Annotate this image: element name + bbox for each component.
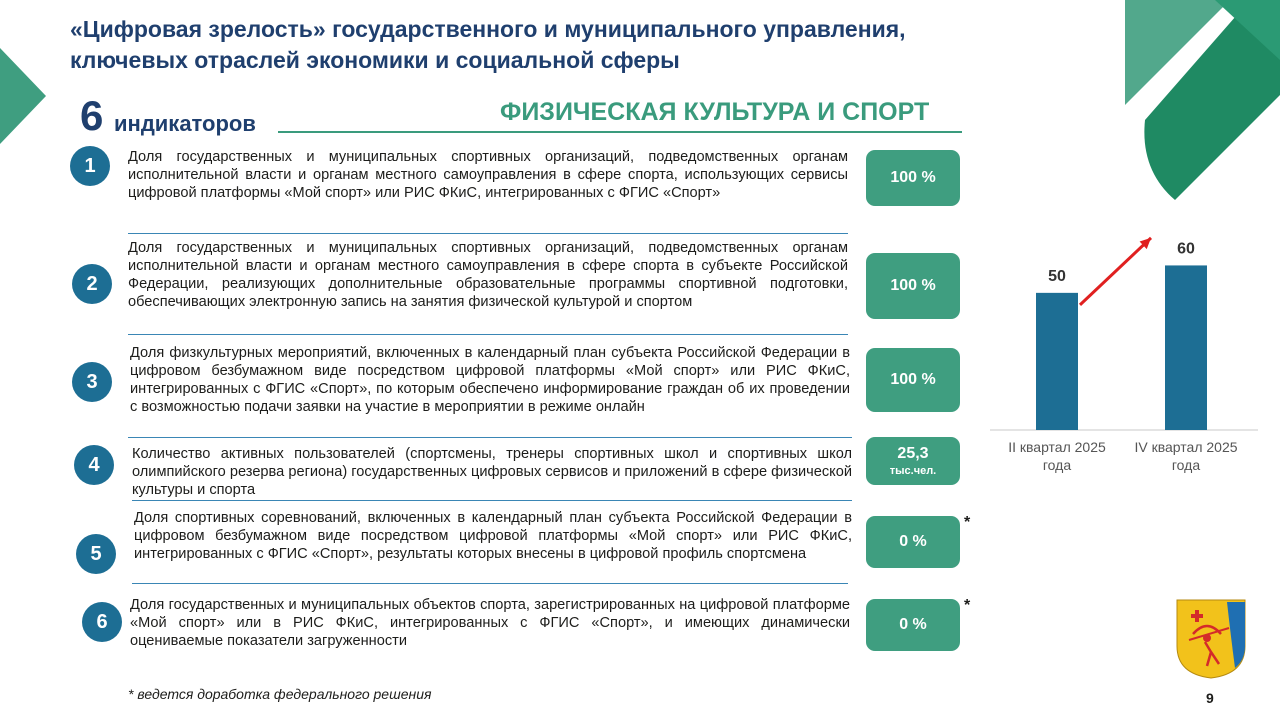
row-value-5 [866, 516, 960, 568]
bar-1 [1036, 293, 1078, 430]
row-divider [128, 334, 848, 335]
row-divider [132, 500, 852, 501]
row-value-6-text: 0 % [899, 616, 927, 633]
row-value-3-text: 100 % [890, 371, 936, 388]
indicator-label: индикаторов [114, 111, 256, 136]
row-value-4 [866, 437, 960, 485]
section-underline [278, 131, 962, 133]
footnote: * ведется доработка федерального решения [128, 686, 432, 702]
category-label-1-line-2: года [1042, 457, 1072, 473]
row-value-4-text: 25,3 [897, 445, 929, 462]
category-label-2-line-1: IV квартал 2025 [1134, 439, 1238, 455]
row-divider [132, 583, 848, 584]
row-divider [128, 437, 852, 438]
bar-2 [1165, 265, 1207, 430]
progress-bar-chart [990, 200, 1260, 490]
section-title: ФИЗИЧЕСКАЯ КУЛЬТУРА И СПОРТ [500, 98, 930, 126]
row-value-2 [866, 253, 960, 319]
row-value-1-text: 100 % [890, 169, 936, 186]
row-number-4: 4 [74, 445, 114, 485]
row-number-3: 3 [72, 362, 112, 402]
category-label-1-line-1: II квартал 2025 [1008, 439, 1106, 455]
row-number-1: 1 [70, 146, 110, 186]
row-value-6 [866, 599, 960, 651]
row-value-2-text: 100 % [890, 277, 936, 294]
row-number-6: 6 [82, 602, 122, 642]
growth-arrow [1080, 238, 1151, 305]
footnote-star-5: * [964, 514, 971, 531]
title-line-2: ключевых отраслей экономики и социальной сферы [70, 47, 680, 73]
data-label-2: 60 [1177, 240, 1195, 258]
row-number-2: 2 [72, 264, 112, 304]
coat-of-arms-icon [1175, 598, 1247, 680]
data-label-1: 50 [1048, 267, 1066, 285]
row-text-2: Доля государственных и муниципальных спортивных организаций, подведомственных органам исполнительной власти и органам местного самоуправления в сфере спорта в субъекте Российской Федерации, реализующих дополнительные образовательные программы спортивной подготовки, обеспечивающих электронную запись на занятия физической культурой и спортом [128, 240, 848, 310]
row-text-6: Доля государственных и муниципальных объектов спорта, зарегистрированных на цифровой платформе «Мой спорт» или в РИС ФКиС, интегрированных с ФГИС «Спорт», и имеющих динамически оцениваемые показатели загруженности [130, 597, 850, 649]
row-text-3: Доля физкультурных мероприятий, включенных в календарный план субъекта Российской Федерации в цифровом безбумажном виде посредством цифровой платформы «Мой спорт» или РИС ФКиС, интегрированных с ФГИС «Спорт», по которым обеспечено информирование граждан об их проведении с возможностью подачи заявки на участие в мероприятии в режиме онлайн [130, 345, 850, 415]
page-title [70, 14, 1070, 76]
title-line-1: «Цифровая зрелость» государственного и муниципального управления, [70, 16, 906, 42]
row-value-4-unit: тыс.чел. [889, 465, 937, 477]
corner-decoration [1215, 0, 1280, 60]
row-text-5: Доля спортивных соревнований, включенных в календарный план субъекта Российской Федерации в цифровом безбумажном виде посредством цифровой платформы «Мой спорт» или РИС ФКиС, интегрированных с ФГИС «Спорт», результаты которых внесены в цифровой профиль спортсмена [134, 510, 852, 562]
page-number: 9 [1206, 690, 1214, 706]
row-text-1: Доля государственных и муниципальных спортивных организаций, подведомственных органам исполнительной власти и органам местного самоуправления в сфере спорта, использующих сервисы цифровой платформы «Мой спорт» или РИС ФКиС, интегрированных с ФГИС «Спорт» [128, 149, 848, 201]
footnote-star-6: * [964, 597, 971, 614]
row-value-5-text: 0 % [899, 533, 927, 550]
row-value-3 [866, 348, 960, 412]
row-value-1 [866, 150, 960, 206]
indicator-count: 6 [80, 92, 104, 139]
top-stripe-decoration [1125, 0, 1230, 105]
category-label-2-line-2: года [1171, 457, 1201, 473]
row-number-5: 5 [76, 534, 116, 574]
row-text-4: Количество активных пользователей (спортсмены, тренеры спортивных школ и спортивных школ олимпийского резерва региона) государственных цифровых сервисов и приложений в сфере физической культуры и спорта [132, 446, 852, 498]
left-triangle-decoration [0, 48, 46, 144]
row-divider [128, 233, 848, 234]
green-band-decoration [1144, 0, 1280, 200]
